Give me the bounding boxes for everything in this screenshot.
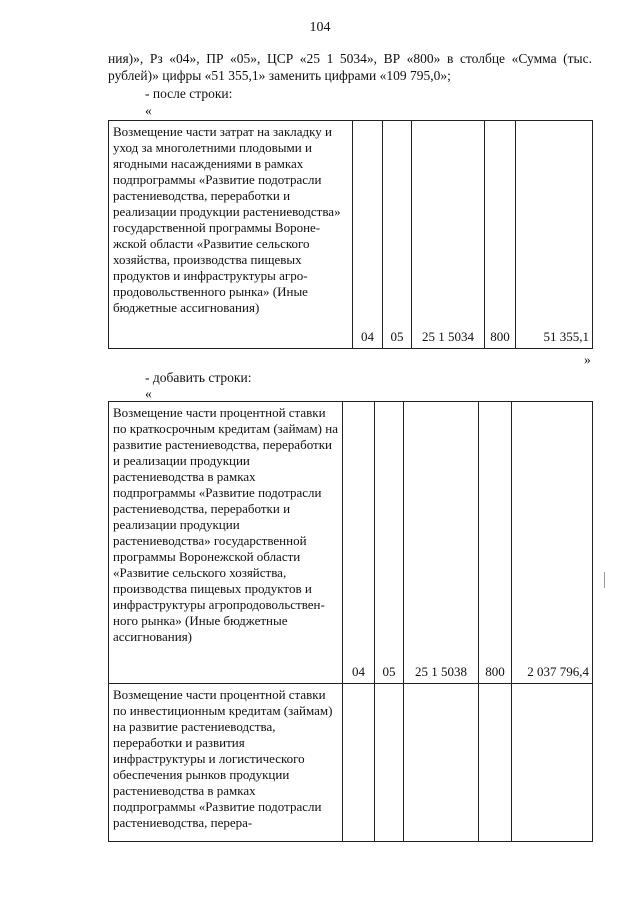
row-description: Возмещение части процентной ставки по инвестиционным кредитам (займам) на развитие растениеводства, переработки и развития инфраструктуры и логистического обеспечения рынков продукции растениеводства в рамках подпрограммы «Развитие подотрасли растениеводства, перера- [109, 684, 343, 842]
cell-pr: 05 [375, 402, 404, 684]
cell-rz [343, 684, 375, 842]
cell-sum: 51 355,1 [516, 121, 593, 349]
cell-sum [512, 684, 593, 842]
open-quote-1: « [145, 103, 152, 118]
cell-csr: 25 1 5034 [412, 121, 485, 349]
row-description: Возмещение части затрат на закладку и уход за многолетними плодовыми и ягодными насаждениями в рамках подпрограммы «Развитие подотрасли растениеводства, переработки и реализации продукции растениеводства» государственной программы Воронежской области «Развитие сельского хозяйства, производства пищевых продуктов и инфраструктуры агропродовольственного рынка» (Иные бюджетные ассигнования) [109, 121, 353, 349]
table-after-row [108, 120, 593, 349]
cell-sum: 2 037 796,4 [512, 402, 593, 684]
cell-vr: 800 [485, 121, 516, 349]
cell-pr: 05 [383, 121, 412, 349]
cell-csr: 25 1 5038 [404, 402, 479, 684]
intro-paragraph: ния)», Рз «04», ПР «05», ЦСР «25 1 5034», ВР «800» в столбце «Сумма (тыс. рублей)» цифры «51 355,1» заменить цифрами «109 795,0»; [108, 51, 592, 83]
table-row [109, 121, 593, 349]
close-quote-1: » [584, 352, 591, 367]
margin-mark [604, 572, 605, 588]
table-row [109, 684, 593, 842]
cell-csr [404, 684, 479, 842]
table-add-rows [108, 401, 593, 842]
cell-rz: 04 [353, 121, 383, 349]
cell-vr [479, 684, 512, 842]
row-description: Возмещение части процентной ставки по краткосрочным кредитам (займам) на развитие растениеводства, переработки и реализации продукции растениеводства в рамках подпрограммы «Развитие подотрасли растениеводства, переработки и реализации продукции растениеводства» государственной программы Воронежской области «Развитие сельского хозяйства, производства пищевых продуктов и инфраструктуры агропродовольственного рынка» (Иные бюджетные ассигнования) [109, 402, 343, 684]
add-rows-label: - добавить строки: [145, 370, 252, 385]
open-quote-2: « [145, 386, 152, 401]
cell-pr [375, 684, 404, 842]
table-row [109, 402, 593, 684]
after-row-label: - после строки: [145, 86, 233, 101]
cell-vr: 800 [479, 402, 512, 684]
cell-rz: 04 [343, 402, 375, 684]
page-number: 104 [309, 20, 331, 35]
